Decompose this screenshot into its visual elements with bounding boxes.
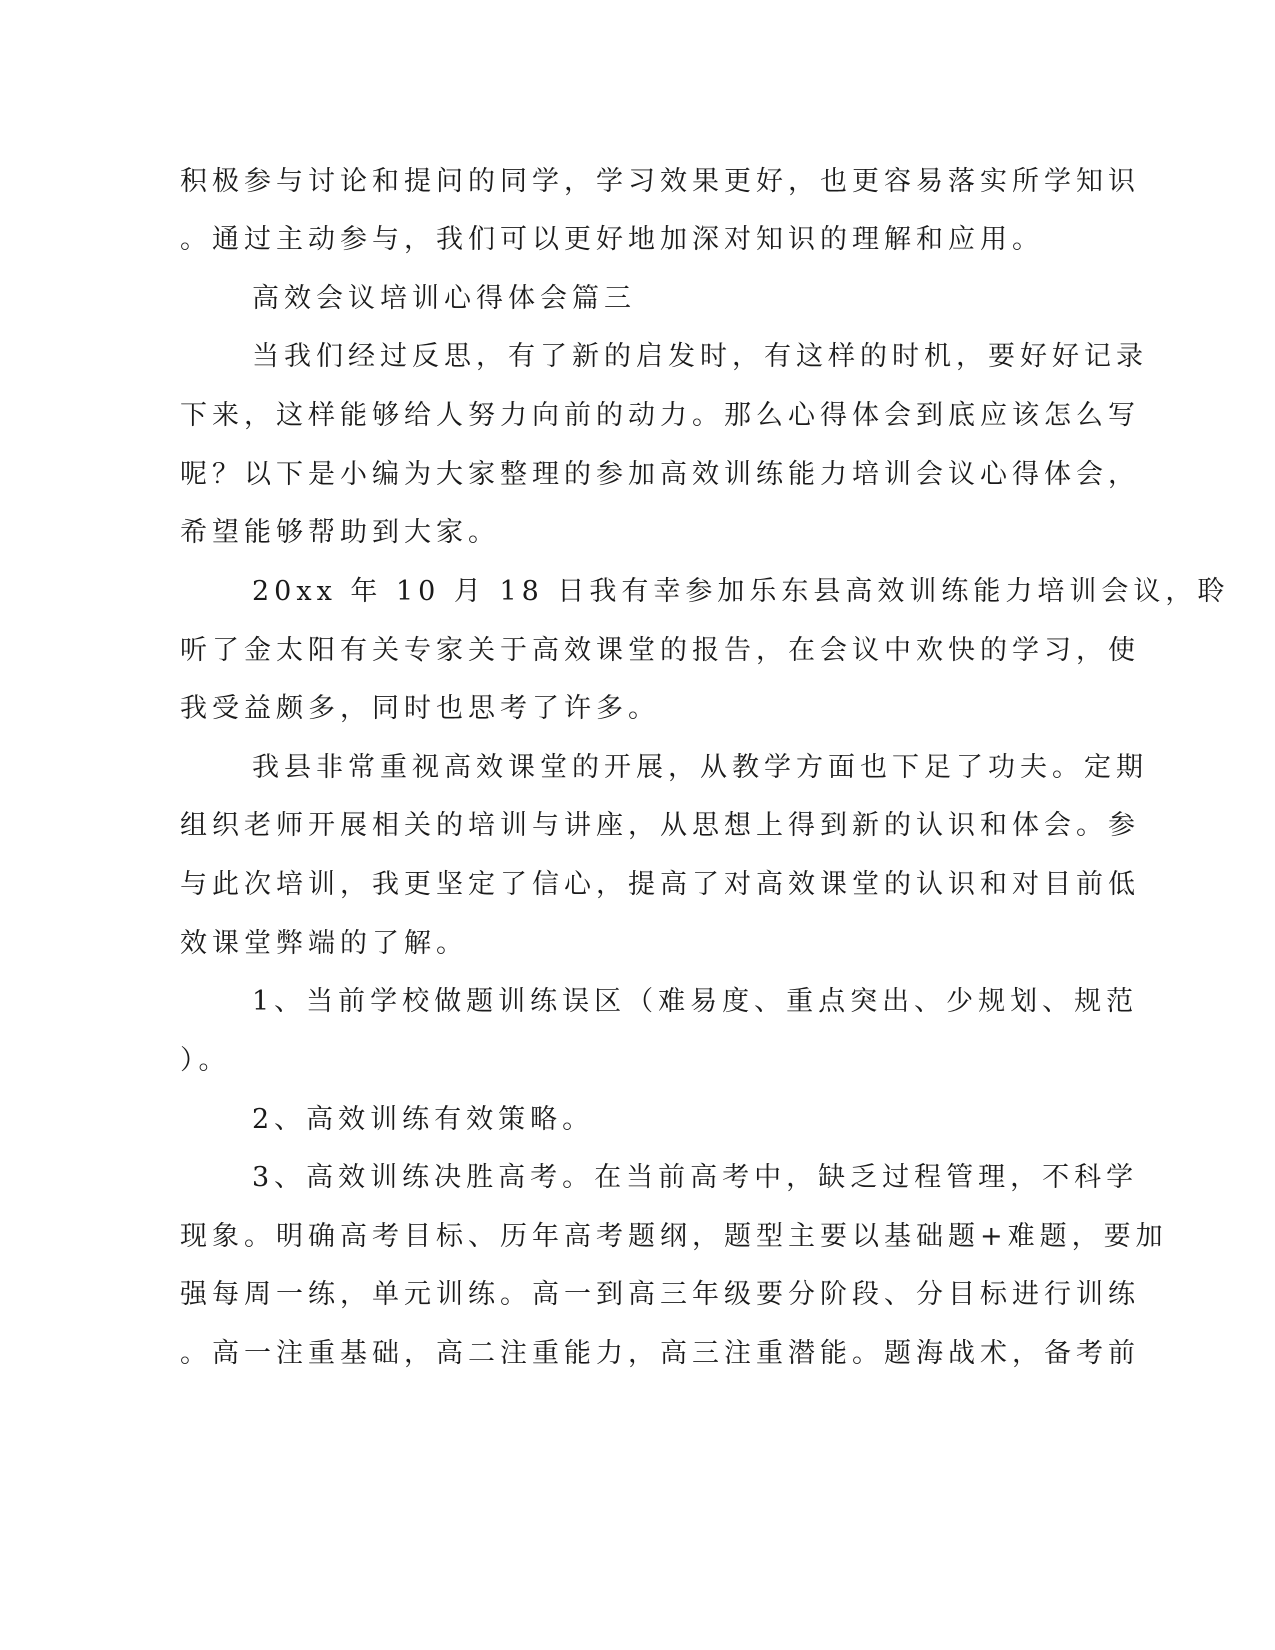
text-line: 希望能够帮助到大家。	[180, 517, 500, 548]
text-line: 。通过主动参与，我们可以更好地加深对知识的理解和应用。	[180, 224, 1044, 255]
text-line: 下来，这样能够给人努力向前的动力。那么心得体会到底应该怎么写	[180, 400, 1140, 431]
list-item: 3、高效训练决胜高考。在当前高考中，缺乏过程管理，不科学	[252, 1162, 1139, 1193]
text-line: 我县非常重视高效课堂的开展，从教学方面也下足了功夫。定期	[252, 752, 1148, 783]
section-heading: 高效会议培训心得体会篇三	[252, 283, 636, 314]
text-line: 与此次培训，我更坚定了信心，提高了对高效课堂的认识和对目前低	[180, 869, 1140, 900]
text-line: 强每周一练，单元训练。高一到高三年级要分阶段、分目标进行训练	[180, 1279, 1140, 1310]
text-line: 当我们经过反思，有了新的启发时，有这样的时机，要好好记录	[252, 341, 1148, 372]
text-line: 效课堂弊端的了解。	[180, 928, 468, 959]
text-line: 听了金太阳有关专家关于高效课堂的报告，在会议中欢快的学习，使	[180, 635, 1140, 666]
text-line: 。高一注重基础，高二注重能力，高三注重潜能。题海战术，备考前	[180, 1338, 1140, 1369]
text-line: 我受益颇多，同时也思考了许多。	[180, 693, 660, 724]
list-item: 2、高效训练有效策略。	[252, 1104, 595, 1135]
text-line: 20xx 年 10 月 18 日我有幸参加乐东县高效训练能力培训会议，聆	[252, 576, 1230, 607]
text-line: 积极参与讨论和提问的同学，学习效果更好，也更容易落实所学知识	[180, 166, 1140, 197]
text-line: 组织老师开展相关的培训与讲座，从思想上得到新的认识和体会。参	[180, 810, 1140, 841]
text-line: 现象。明确高考目标、历年高考题纲，题型主要以基础题+难题，要加	[180, 1221, 1168, 1252]
text-line: ）。	[180, 1045, 231, 1076]
list-item: 1、当前学校做题训练误区（难易度、重点突出、少规划、规范	[252, 986, 1139, 1017]
text-line: 呢？以下是小编为大家整理的参加高效训练能力培训会议心得体会，	[180, 459, 1140, 490]
